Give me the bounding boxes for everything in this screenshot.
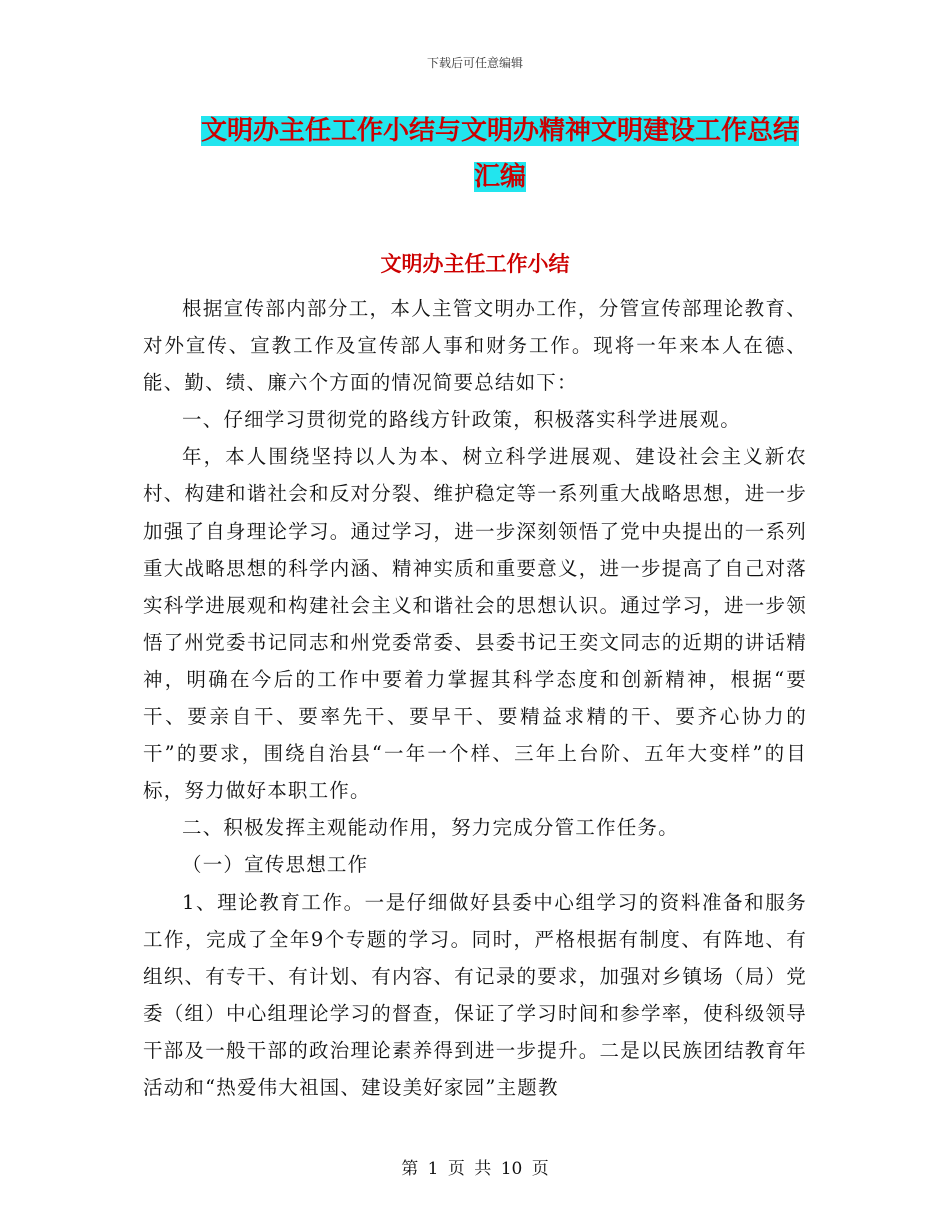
paragraph: 二、积极发挥主观能动作用，努力完成分管工作任务。 — [182, 816, 679, 840]
paragraph: 1、理论教育工作。一是仔细做好县委中心组学习的资料准备和服务工作，完成了全年9个专题的学习。同时，严格根据有制度、有阵地、有组织、有专干、有计划、有内容、有记录的要求，加强对乡镇场（局）党委（组）中心组理论学习的督查，保证了学习时间和参学率，使科级领导干部及一般干部的政治理论素养得到进一步提升。二是以民族团结教育年活动和“热爱伟大祖国、建设美好家园”主题教 — [143, 890, 807, 1099]
document-title — [150, 108, 850, 200]
header-note: 下载后可任意编辑 — [426, 56, 523, 70]
document-title-line-1: 文明办主任工作小结与文明办精神文明建设工作总结 — [200, 116, 799, 146]
document-body — [143, 290, 807, 1106]
section-title: 文明办主任工作小结 — [380, 252, 570, 276]
paragraph: 一、仔细学习贯彻党的路线方针政策，积极落实科学进展观。 — [182, 408, 741, 432]
paragraph: （一）宣传思想工作 — [182, 853, 369, 877]
paragraph: 根据宣传部内部分工，本人主管文明办工作，分管宣传部理论教育、对外宣传、宣教工作及宣传部人事和财务工作。现将一年来本人在德、能、勤、绩、廉六个方面的情况简要总结如下： — [143, 297, 807, 395]
paragraph: 年，本人围绕坚持以人为本、树立科学进展观、建设社会主义新农村、构建和谐社会和反对分裂、维护稳定等一系列重大战略思想，进一步加强了自身理论学习。通过学习，进一步深刻领悟了党中央提出的一系列重大战略思想的科学内涵、精神实质和重要意义，进一步提高了自己对落实科学进展观和构建社会主义和谐社会的思想认识。通过学习，进一步领悟了州党委书记同志和州党委常委、县委书记王奕文同志的近期的讲话精神，明确在今后的工作中要着力掌握其科学态度和创新精神，根据“要干、要亲自干、要率先干、要早干、要精益求精的干、要齐心协力的干”的要求，围绕自治县“一年一个样、三年上台阶、五年大变样”的目标，努力做好本职工作。 — [143, 445, 807, 803]
page-footer: 第 1 页 共 10 页 — [401, 1159, 549, 1179]
document-title-line-2: 汇编 — [473, 162, 526, 192]
